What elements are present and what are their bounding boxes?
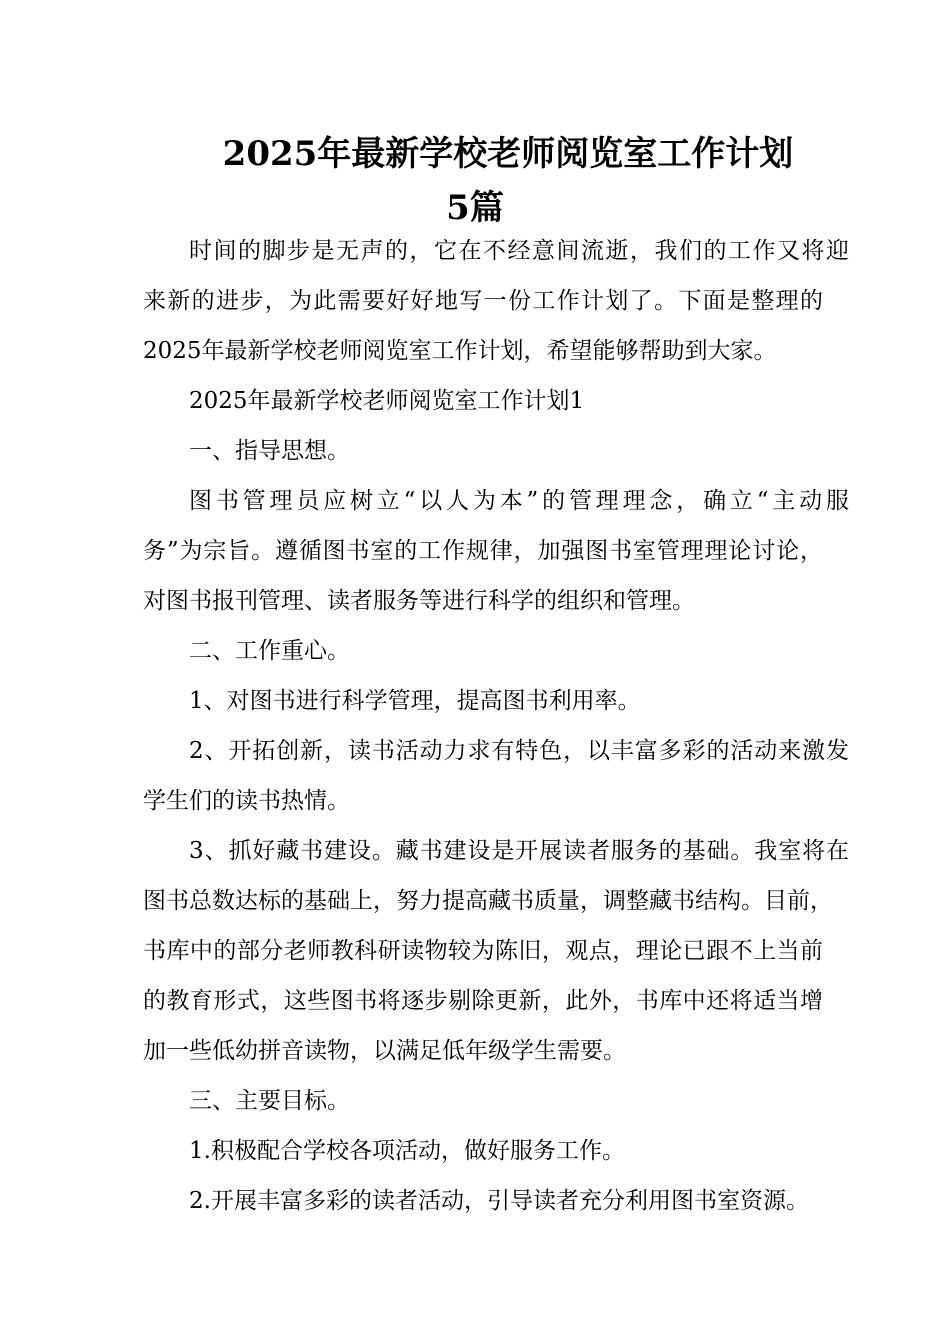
paragraph-line: 来新的进步，为此需要好好地写一份工作计划了。下面是整理的 [143,288,823,314]
paragraph-line: 对图书报刊管理、读者服务等进行科学的组织和管理。 [143,588,695,614]
paragraph-line: 加一些低幼拼音读物，以满足低年级学生需要。 [143,1038,626,1064]
paragraph-line: 2025年最新学校老师阅览室工作计划，希望能够帮助到大家。 [143,338,777,364]
paragraph-line: 学生们的读书热情。 [143,788,350,814]
section-heading: 二、工作重心。 [189,638,350,664]
paragraph-line: 时间的脚步是无声的，它在不经意间流逝，我们的工作又将迎 [189,238,849,264]
section-heading: 一、指导思想。 [189,438,350,464]
list-item: 3、抓好藏书建设。藏书建设是开展读者服务的基础。我室将在 [189,838,849,864]
list-item: 2.开展丰富多彩的读者活动，引导读者充分利用图书室资源。 [189,1188,809,1214]
paragraph-line: 图书管理员应树立“以人为本”的管理理念，确立“主动服 [189,488,849,514]
list-item: 2、开拓创新，读书活动力求有特色，以丰富多彩的活动来激发 [189,738,849,764]
document-title-line-1: 2025年最新学校老师阅览室工作计划 [222,134,794,174]
paragraph-line: 的教育形式，这些图书将逐步剔除更新，此外，书库中还将适当增 [143,988,823,1014]
document-title-line-2: 5篇 [446,188,504,228]
paragraph-line: 图书总数达标的基础上，努力提高藏书质量，调整藏书结构。目前， [143,888,833,914]
section-heading: 三、主要目标。 [189,1088,350,1114]
list-item: 1.积极配合学校各项活动，做好服务工作。 [189,1138,625,1164]
paragraph-line: 务”为宗旨。遵循图书室的工作规律，加强图书室管理理论讨论， [143,538,823,564]
list-item: 1、对图书进行科学管理，提高图书利用率。 [189,688,641,714]
paragraph-line: 书库中的部分老师教科研读物较为陈旧，观点，理论已跟不上当前 [143,938,823,964]
section-heading: 2025年最新学校老师阅览室工作计划1 [189,388,585,414]
